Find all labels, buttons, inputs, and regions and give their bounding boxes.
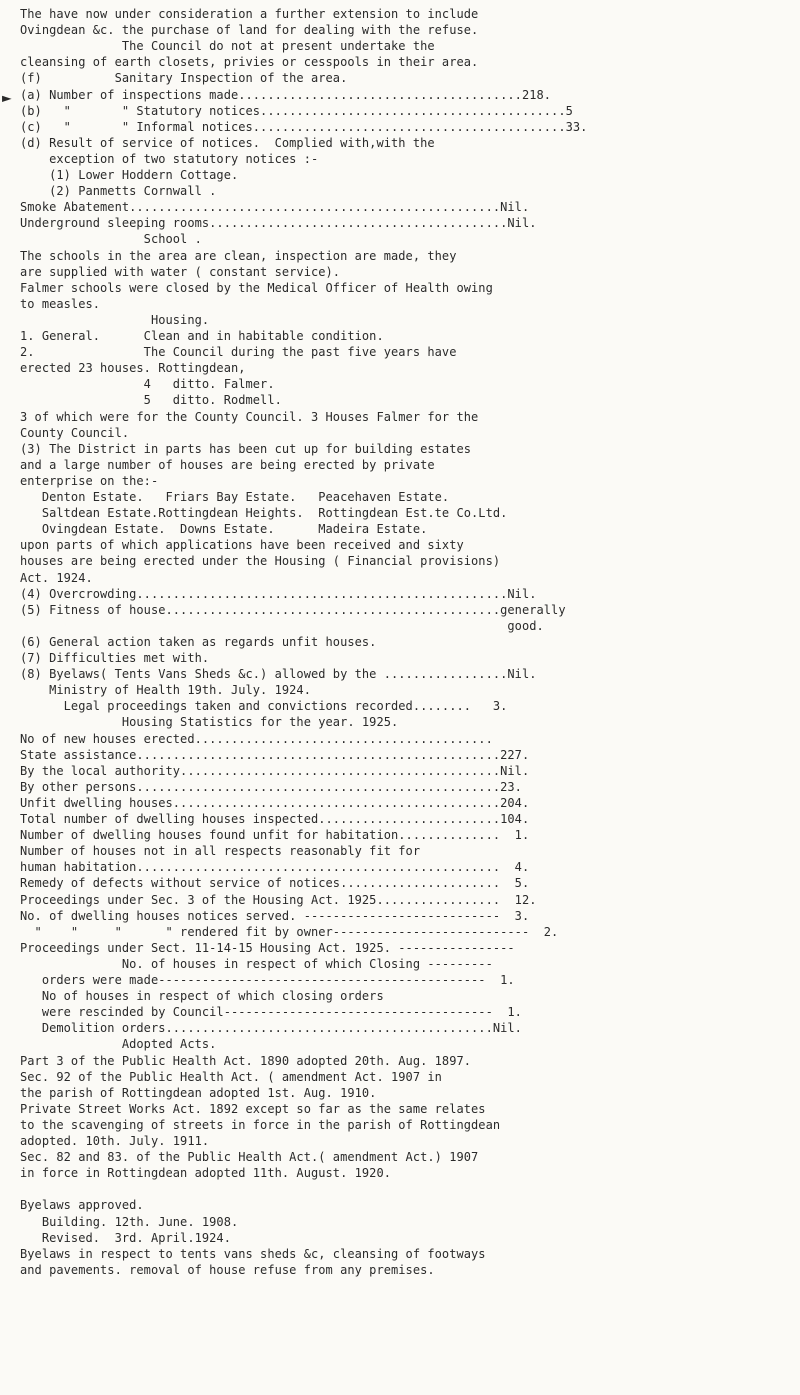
text-line: adopted. 10th. July. 1911. [20, 1134, 210, 1148]
text-line: and pavements. removal of house refuse from any premises. [20, 1262, 435, 1277]
text-line: No. of houses in respect of which Closing --------- [20, 956, 493, 971]
text-line: (3) The District in parts has been cut up for building estates [20, 441, 472, 456]
text-line: (c) " " Informal notices...........................................33. [20, 119, 588, 134]
text-line: enterprise on the:- [20, 473, 159, 488]
text-line: The Council do not at present undertake the [20, 39, 435, 54]
text-line: By other persons..................................................23. [20, 779, 522, 794]
text-line: Private Street Works Act. 1892 except so far as the same relates [20, 1101, 486, 1116]
text-line: County Council. [20, 425, 130, 440]
text-line: (8) Byelaws( Tents Vans Sheds &c.) allowed by the .................Nil. [20, 667, 537, 682]
text-line: The have now under consideration a further extension to include [20, 7, 479, 21]
text-line: Housing Statistics for the year. 1925. [20, 715, 399, 730]
text-line: Demolition orders.............................................Nil. [20, 1021, 522, 1036]
text-line: exception of two statutory notices :- [20, 151, 319, 166]
text-line: Underground sleeping rooms.........................................Nil. [20, 216, 537, 231]
margin-arrow-icon: ► [2, 88, 12, 107]
text-line: State assistance..................................................227. [20, 747, 530, 762]
text-line: 1. General. Clean and in habitable condition. [20, 329, 384, 343]
text-line: School . [20, 232, 202, 247]
text-line: Remedy of defects without service of notices...................... 5. [20, 876, 530, 891]
text-line: Falmer schools were closed by the Medical Officer of Health owing [20, 280, 493, 295]
text-line: and a large number of houses are being erected by private [20, 457, 435, 472]
text-line: Part 3 of the Public Health Act. 1890 adopted 20th. Aug. 1897. [20, 1053, 472, 1068]
text-line: Ovingdean &c. the purchase of land for dealing with the refuse. [20, 23, 479, 38]
text-line: Byelaws approved. [20, 1198, 144, 1213]
text-line: Sec. 82 and 83. of the Public Health Act.( amendment Act.) 1907 [20, 1150, 479, 1165]
text-line: Sec. 92 of the Public Health Act. ( amendment Act. 1907 in [20, 1069, 442, 1084]
text-line: to measles. [20, 296, 101, 311]
text-line: 2. The Council during the past five years have [20, 345, 457, 360]
text-line: Total number of dwelling houses inspected.........................104. [20, 812, 530, 826]
text-line: No of new houses erected......................................... [20, 731, 493, 746]
text-line: " " " " rendered fit by owner--------------------------- 2. [20, 924, 559, 939]
text-line: Saltdean Estate.Rottingdean Heights. Rottingdean Est.te Co.Ltd. [20, 506, 508, 521]
text-line: (2) Panmetts Cornwall . [20, 184, 217, 199]
text-line: human habitation.................................................. 4. [20, 860, 530, 875]
text-line: Proceedings under Sect. 11-14-15 Housing Act. 1925. ---------------- [20, 940, 515, 955]
text-line: (1) Lower Hoddern Cottage. [20, 168, 239, 182]
text-line: were rescinded by Council------------------------------------- 1. [20, 1005, 522, 1020]
text-line: Smoke Abatement...................................................Nil. [20, 200, 530, 215]
text-line: 5 ditto. Rodmell. [20, 393, 282, 408]
text-line: Ministry of Health 19th. July. 1924. [20, 683, 311, 698]
text-line: Number of houses not in all respects reasonably fit for [20, 844, 421, 859]
text-line: No of houses in respect of which closing orders [20, 989, 384, 1004]
text-line: (4) Overcrowding...................................................Nil. [20, 586, 537, 601]
text-line: houses are being erected under the Housing ( Financial provisions) [20, 554, 501, 569]
text-line: Number of dwelling houses found unfit for habitation.............. 1. [20, 828, 530, 843]
text-line: Proceedings under Sec. 3 of the Housing Act. 1925................. 12. [20, 892, 537, 907]
text-line: Building. 12th. June. 1908. [20, 1214, 239, 1229]
text-line: 4 ditto. Falmer. [20, 377, 275, 392]
text-line: to the scavenging of streets in force in the parish of Rottingdean [20, 1117, 501, 1132]
text-line: The schools in the area are clean, inspection are made, they [20, 248, 457, 263]
text-line: (5) Fitness of house..............................................generally [20, 602, 566, 617]
text-line: No. of dwelling houses notices served. --------------------------- 3. [20, 908, 530, 923]
text-line: Adopted Acts. [20, 1037, 217, 1052]
text-line: Unfit dwelling houses.............................................204. [20, 795, 530, 810]
text-line: erected 23 houses. Rottingdean, [20, 361, 246, 376]
text-line: (d) Result of service of notices. Complied with,with the [20, 135, 435, 150]
text-line: Denton Estate. Friars Bay Estate. Peacehaven Estate. [20, 490, 450, 504]
text-line: Revised. 3rd. April.1924. [20, 1230, 231, 1245]
text-line: Byelaws in respect to tents vans sheds &c, cleansing of footways [20, 1246, 486, 1261]
text-line: the parish of Rottingdean adopted 1st. Aug. 1910. [20, 1085, 377, 1100]
text-line: (6) General action taken as regards unfit houses. [20, 634, 377, 649]
text-line: (b) " " Statutory notices..........................................5 [20, 103, 573, 118]
text-line: in force in Rottingdean adopted 11th. August. 1920. [20, 1166, 392, 1181]
text-line: (7) Difficulties met with. [20, 651, 210, 665]
text-line: Housing. [20, 312, 210, 327]
text-line: orders were made--------------------------------------------- 1. [20, 973, 515, 987]
text-line: Ovingdean Estate. Downs Estate. Madeira Estate. [20, 522, 428, 537]
text-line: cleansing of earth closets, privies or cesspools in their area. [20, 55, 479, 70]
text-line: upon parts of which applications have been received and sixty [20, 538, 464, 553]
text-line: By the local authority............................................Nil. [20, 763, 530, 778]
text-line: (f) Sanitary Inspection of the area. [20, 71, 348, 86]
text-line: Act. 1924. [20, 570, 93, 585]
text-line: Legal proceedings taken and convictions recorded........ 3. [20, 699, 508, 714]
text-line: 3 of which were for the County Council. 3 Houses Falmer for the [20, 409, 479, 424]
text-line: are supplied with water ( constant service). [20, 264, 341, 279]
text-line: (a) Number of inspections made.......................................218. [20, 87, 552, 102]
text-line: good. [20, 618, 544, 633]
